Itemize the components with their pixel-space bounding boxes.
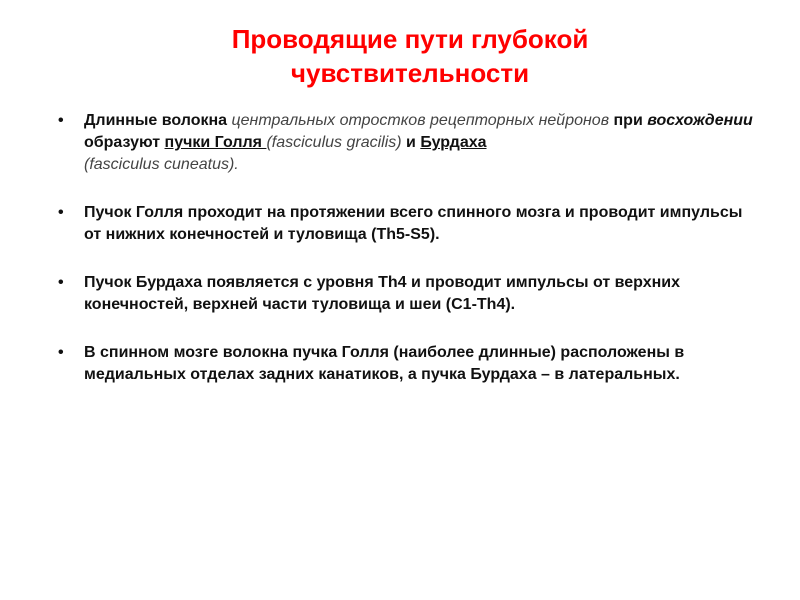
b1-text-6: пучки Голля: [164, 134, 267, 151]
title-line-1: Проводящие пути глубокой: [231, 24, 589, 54]
b1-text-2: центральных отростков рецепторных нейронов: [231, 112, 610, 129]
title-line-2: чувствительности: [290, 58, 530, 88]
bullet-item-2: [58, 202, 758, 246]
bullet-item-4: [58, 342, 758, 386]
b1-text-3: при: [609, 112, 648, 129]
bullet-dot: •: [58, 344, 64, 361]
b1-text-8: и: [401, 134, 421, 151]
b1-text-1: Длинные волокна: [84, 112, 232, 129]
b1-text-9: Бурдаха: [420, 134, 487, 151]
b3-text: Пучок Бурдаха появляется с уровня Th4 и проводит импульсы от верхних конечностей, верхней части туловища и шеи (С1-Th4).: [84, 274, 681, 313]
bullet-list: [58, 110, 758, 412]
b1-text-10: (fasciculus cuneatus).: [84, 156, 239, 173]
b2-text: Пучок Голля проходит на протяжении всего спинного мозга и проводит импульсы от нижних конечностей и туловища (Th5-S5).: [84, 204, 743, 243]
b1-text-5: образуют: [84, 134, 165, 151]
bullet-item-3: [58, 272, 758, 316]
slide-title: [100, 22, 720, 90]
bullet-dot: •: [58, 274, 64, 291]
bullet-dot: •: [58, 204, 64, 221]
b1-text-4: восхождении: [647, 112, 753, 129]
b4-text: В спинном мозге волокна пучка Голля (наиболее длинные) расположены в медиальных отделах задних канатиков, а пучка Бурдаха – в латеральных.: [84, 344, 685, 383]
bullet-dot: •: [58, 112, 64, 129]
b1-text-7: (fasciculus gracilis): [266, 134, 402, 151]
bullet-item-1: [58, 110, 758, 176]
